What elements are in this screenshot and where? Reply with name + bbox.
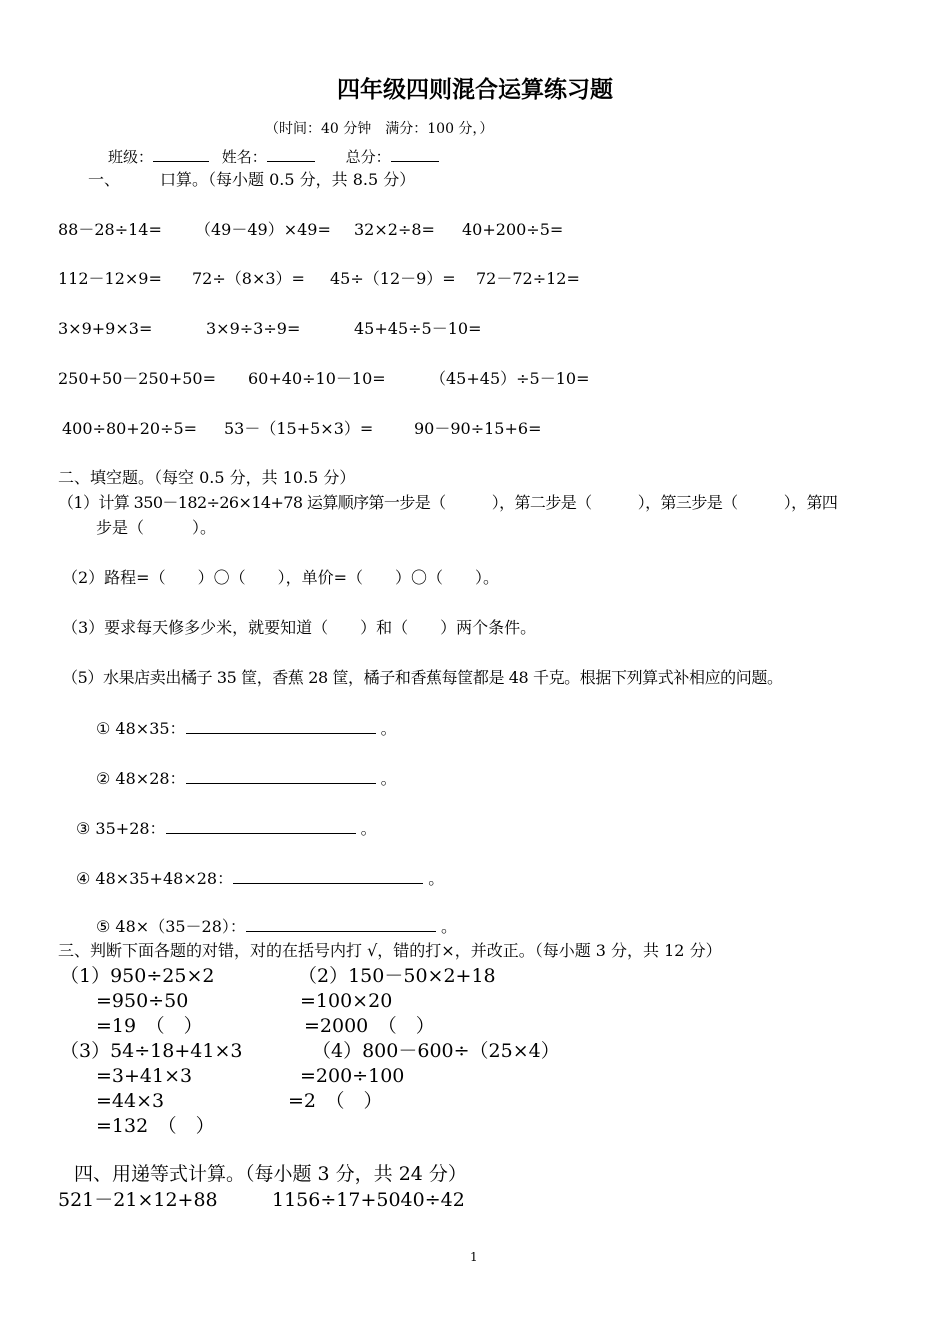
fill-q5: （5）水果店卖出橘子 35 筐，香蕉 28 筐，橘子和香蕉每筐都是 48 千克。根据下列算式补相应的问题。	[62, 668, 783, 687]
oral-calc-item: 88－28÷14=	[58, 220, 162, 239]
name-blank	[267, 147, 315, 162]
fill-q3: （3）要求每天修多少米，就要知道（ ）和（ ）两个条件。	[62, 618, 537, 637]
oral-calc-item: 72÷（8×3）=	[192, 269, 305, 288]
judge-line: =100×20	[300, 990, 393, 1012]
calc-expression: 1156÷17+5040÷42	[272, 1189, 465, 1211]
oral-calc-item: （49－49）×49=	[195, 220, 331, 239]
oral-calc-item: 112－12×9=	[58, 269, 162, 288]
fill-q5-item: ① 48×35： 。	[96, 719, 397, 738]
fill-q1-line2: 步是（ ）。	[96, 518, 217, 537]
page-title: 四年级四则混合运算练习题	[337, 76, 613, 103]
judge-line: =44×3	[96, 1090, 165, 1112]
judge-line: （4）800－600÷（25×4）	[312, 1040, 560, 1062]
oral-calc-item: 40+200÷5=	[462, 220, 564, 239]
score-label: 总分：	[345, 148, 391, 166]
oral-calc-item: 45÷（12－9）=	[330, 269, 456, 288]
class-label: 班级：	[108, 148, 154, 166]
section4-title: 四、用递等式计算。（每小题 3 分，共 24 分）	[74, 1163, 467, 1185]
judge-line: （3）54÷18+41×3	[60, 1040, 243, 1062]
fill-q5-item: ② 48×28： 。	[96, 769, 397, 788]
section2-title: 二、填空题。（每空 0.5 分，共 10.5 分）	[58, 468, 356, 487]
judge-line: =3+41×3	[96, 1065, 193, 1087]
exam-info: （时间：40 分钟 满分：100 分，）	[265, 121, 494, 137]
oral-calc-item: 3×9+9×3=	[58, 319, 153, 338]
fill-q1-line1: （1）计算 350－182÷26×14+78 运算顺序第一步是（ ），第二步是（ ），第三步是（ ），第四	[58, 493, 838, 512]
judge-line: =950÷50	[96, 990, 189, 1012]
name-label: 姓名：	[221, 148, 267, 166]
oral-calc-item: 400÷80+20÷5=	[62, 419, 198, 438]
judge-line: （1）950÷25×2	[60, 965, 215, 987]
fill-q5-item: ④ 48×35+48×28： 。	[76, 869, 445, 888]
calc-expression: 521－21×12+88	[58, 1189, 218, 1211]
oral-calc-item: 53－（15+5×3）=	[224, 419, 374, 438]
judge-line: （2）150－50×2+18	[298, 965, 496, 987]
judge-line: =19 （ ）	[96, 1015, 203, 1037]
fill-q2: （2）路程=（ ）〇（ ），单价=（ ）〇（ ）。	[62, 568, 499, 587]
page-number: 1	[470, 1250, 478, 1264]
fill-q5-item: ③ 35+28： 。	[76, 819, 377, 838]
section3-title: 三、判断下面各题的对错，对的在括号内打 √，错的打×，并改正。（每小题 3 分，共 12 分）	[58, 941, 722, 960]
judge-line: =200÷100	[300, 1065, 405, 1087]
judge-line: =132 （ ）	[96, 1115, 215, 1137]
fill-q5-item: ⑤ 48×（35－28）： 。	[96, 917, 458, 936]
judge-line: =2 （ ）	[288, 1090, 383, 1112]
oral-calc-item: 60+40÷10－10=	[248, 369, 386, 388]
class-blank	[153, 147, 209, 162]
section1-number: 一、	[88, 170, 121, 189]
judge-line: =2000 （ ）	[304, 1015, 435, 1037]
oral-calc-item: 250+50－250+50=	[58, 369, 217, 388]
oral-calc-item: （45+45）÷5－10=	[430, 369, 590, 388]
oral-calc-item: 3×9÷3÷9=	[206, 319, 301, 338]
oral-calc-item: 32×2÷8=	[354, 220, 435, 239]
oral-calc-item: 45+45÷5－10=	[354, 319, 482, 338]
score-blank	[391, 147, 439, 162]
oral-calc-item: 90－90÷15+6=	[414, 419, 542, 438]
student-info-row	[108, 147, 439, 166]
section1-title: 口算。（每小题 0.5 分，共 8.5 分）	[160, 170, 416, 189]
oral-calc-item: 72－72÷12=	[476, 269, 580, 288]
